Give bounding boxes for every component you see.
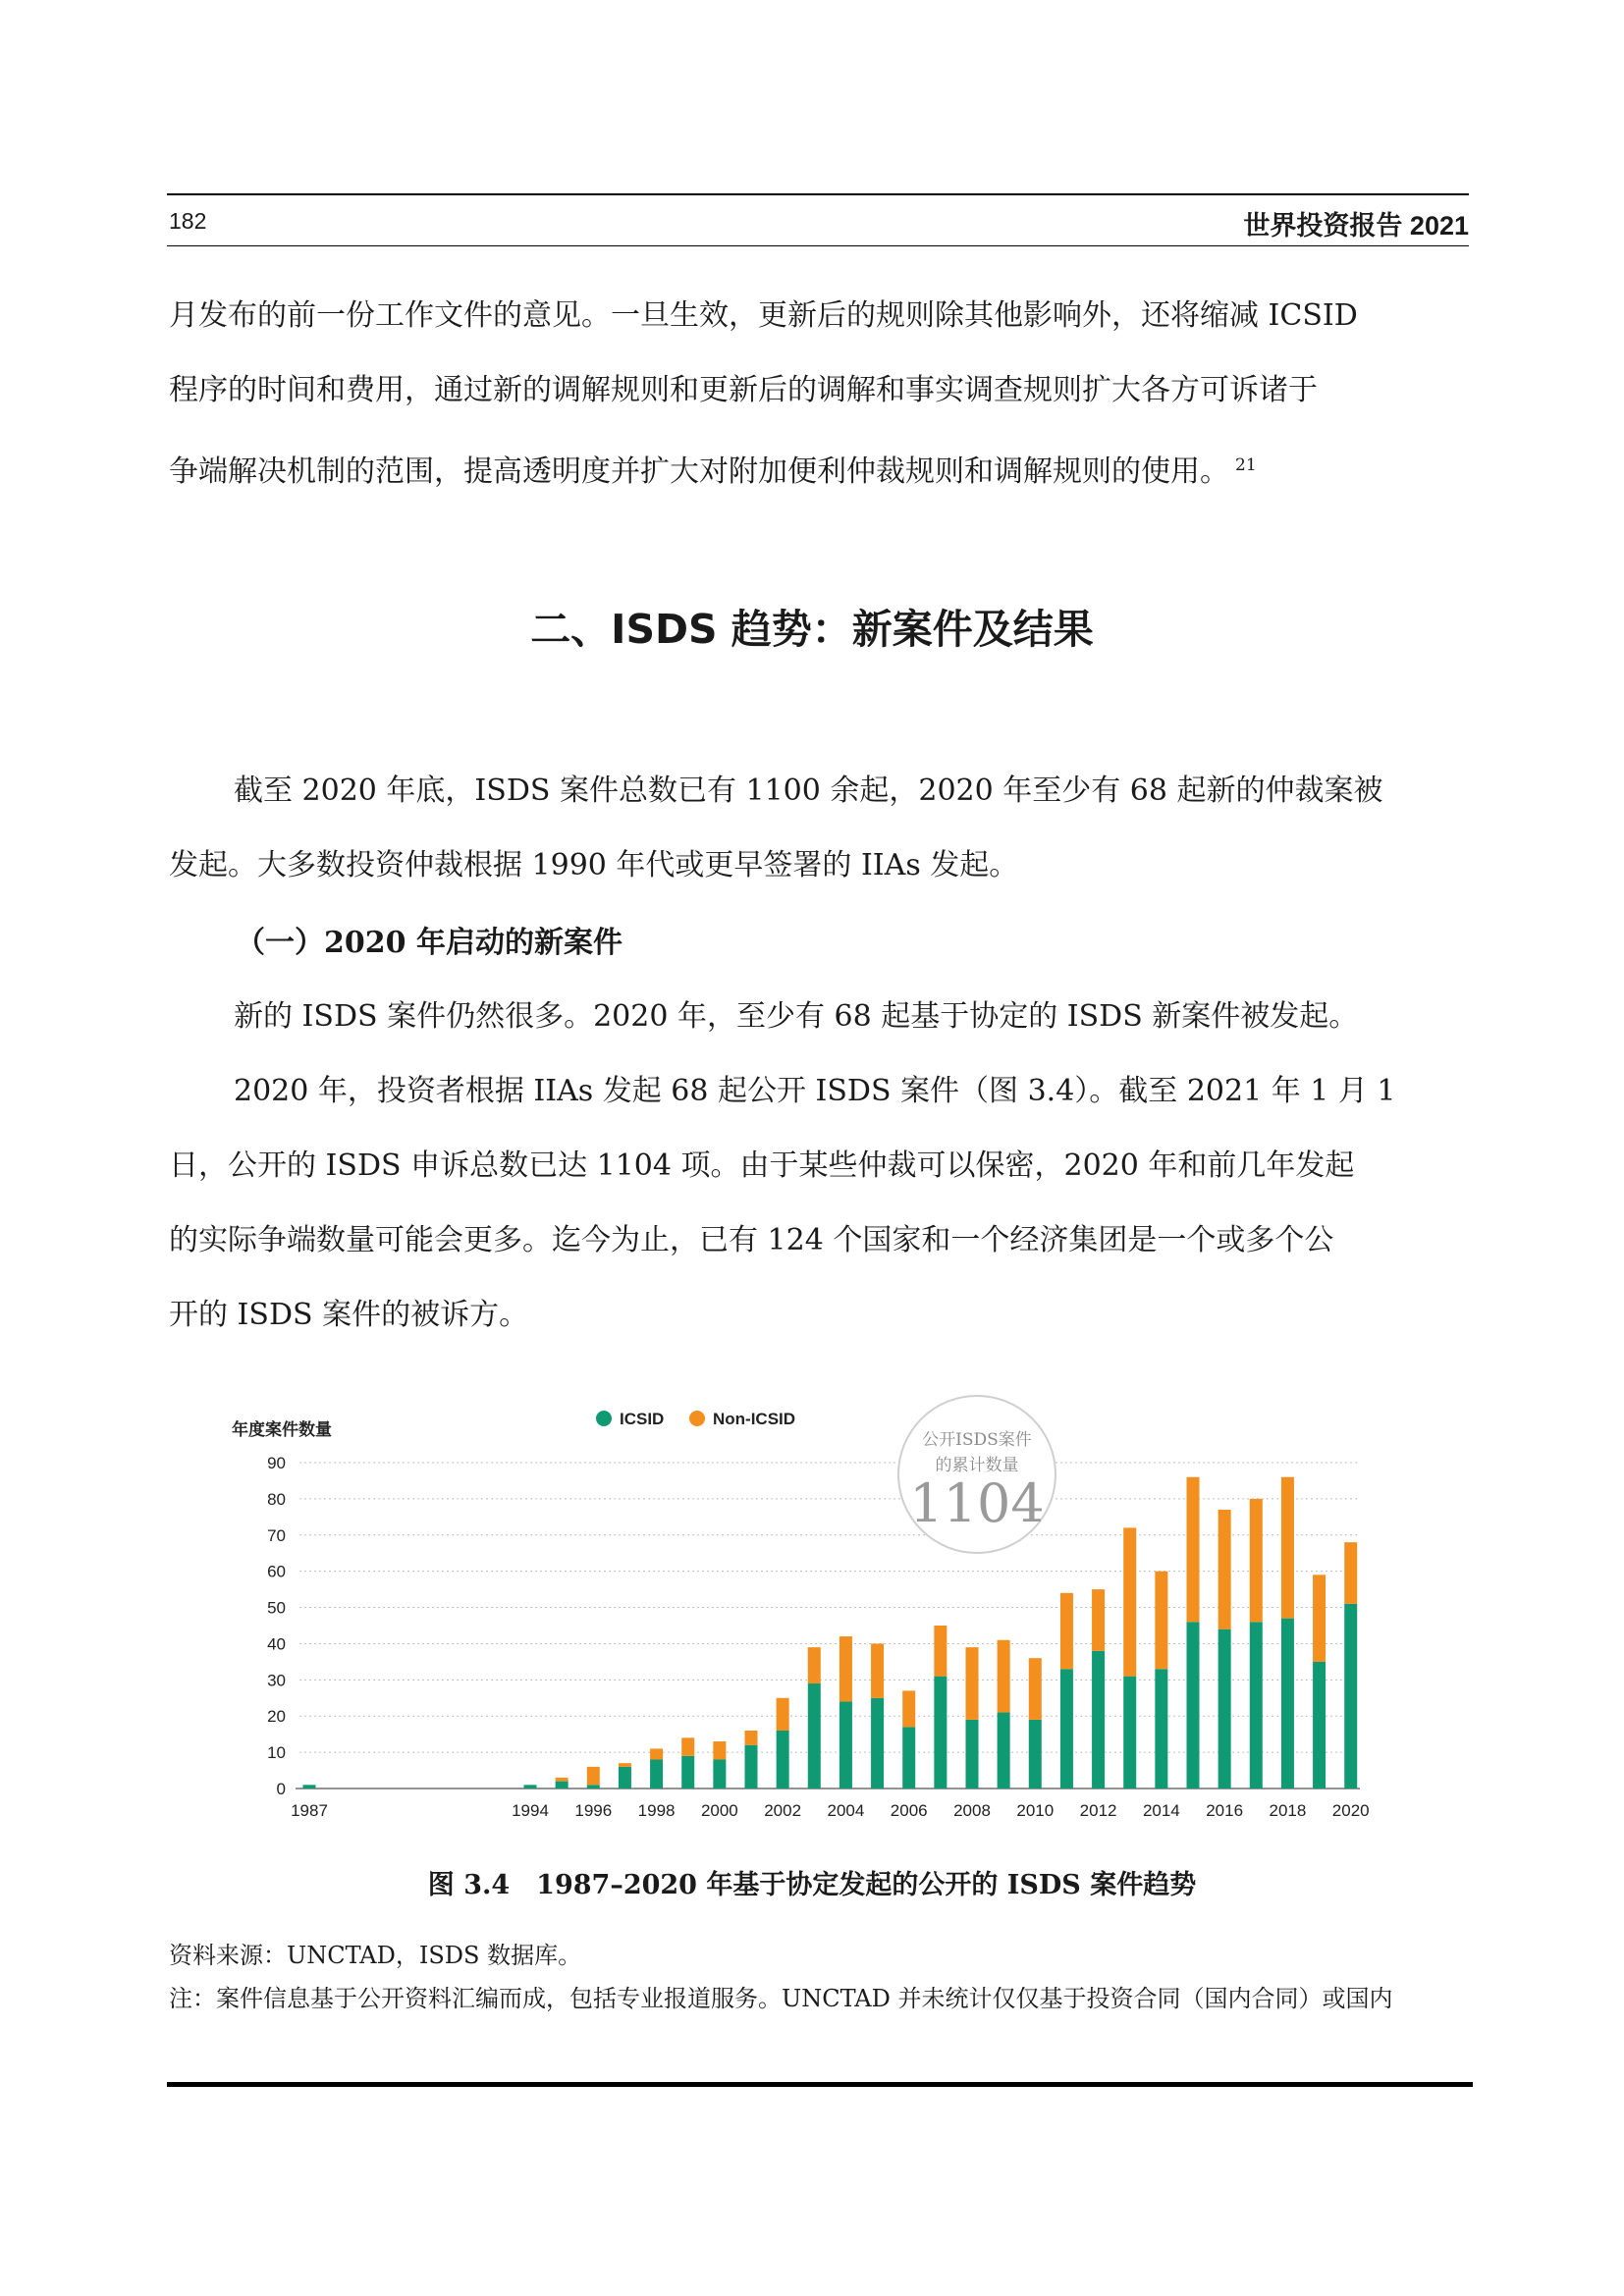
text-line: 的实际争端数量可能会更多。迄今为止，已有 124 个国家和一个经济集团是一个或多个公 <box>169 1223 1334 1257</box>
y-tick-label: 20 <box>267 1707 286 1727</box>
bar-icsid <box>681 1756 694 1789</box>
x-tick-label: 2018 <box>1269 1801 1307 1820</box>
text-line: 程序的时间和费用，通过新的调解规则和更新后的调解和事实调查规则扩大各方可诉诸于 <box>169 373 1318 407</box>
bar-icsid <box>303 1785 316 1789</box>
bar-non-icsid <box>1029 1658 1042 1720</box>
x-tick-label: 2006 <box>890 1801 928 1820</box>
bar-icsid <box>839 1701 852 1789</box>
text-line: 发起。大多数投资仲裁根据 1990 年代或更早签署的 IIAs 发起。 <box>169 848 1019 882</box>
y-tick-label: 10 <box>267 1743 286 1763</box>
x-tick-label: 2016 <box>1206 1801 1244 1820</box>
x-tick-label: 2004 <box>827 1801 865 1820</box>
bar-non-icsid <box>902 1690 915 1727</box>
bar-icsid <box>1155 1669 1167 1789</box>
badge-value: 1104 <box>909 1472 1045 1534</box>
bar-icsid <box>1123 1677 1136 1789</box>
bar-non-icsid <box>1155 1572 1167 1670</box>
y-tick-label: 70 <box>267 1525 286 1545</box>
bar-icsid <box>650 1759 663 1789</box>
bar-icsid <box>777 1731 789 1789</box>
bar-non-icsid <box>619 1763 631 1767</box>
y-tick-label: 50 <box>267 1598 286 1618</box>
legend-label: ICSID <box>620 1410 665 1428</box>
bar-non-icsid <box>1060 1593 1073 1669</box>
bar-non-icsid <box>1250 1499 1263 1622</box>
bar-icsid <box>1250 1622 1263 1789</box>
header-top-rule <box>167 193 1469 195</box>
y-axis-title: 年度案件数量 <box>232 1420 332 1440</box>
footer-rule <box>167 2082 1473 2087</box>
bar-icsid <box>1029 1720 1042 1789</box>
bar-icsid <box>808 1683 821 1789</box>
x-tick-label: 2002 <box>764 1801 802 1820</box>
bar-non-icsid <box>1281 1477 1294 1619</box>
text-line <box>169 428 1471 509</box>
x-tick-label: 2000 <box>700 1801 738 1820</box>
text-line: 新的 ISDS 案件仍然很多。2020 年，至少有 68 起基于协定的 ISDS 新案件被发起。 <box>234 999 1359 1034</box>
header-bottom-rule <box>167 245 1469 246</box>
bar-icsid <box>619 1767 631 1789</box>
x-tick-label: 1994 <box>512 1801 549 1820</box>
bar-icsid <box>871 1698 884 1789</box>
x-tick-label: 2020 <box>1331 1801 1370 1820</box>
x-tick-label: 1996 <box>574 1801 613 1820</box>
bar-non-icsid <box>966 1647 979 1720</box>
x-tick-label: 1998 <box>637 1801 676 1820</box>
bar-non-icsid <box>1344 1542 1357 1604</box>
source-note: 资料来源：UNCTAD，ISDS 数据库。 <box>169 1942 582 1969</box>
x-tick-label: 2014 <box>1142 1801 1180 1820</box>
bar-non-icsid <box>745 1731 758 1745</box>
bar-non-icsid <box>556 1778 568 1782</box>
bar-icsid <box>966 1720 979 1789</box>
bar-icsid <box>556 1782 568 1789</box>
bar-icsid <box>1060 1669 1073 1789</box>
y-tick-label: 90 <box>267 1454 286 1472</box>
x-tick-label: 1987 <box>291 1801 328 1820</box>
bar-non-icsid <box>998 1640 1010 1713</box>
bar-non-icsid <box>1218 1510 1231 1629</box>
paragraph-3 <box>169 1054 1471 1353</box>
chart-svg <box>216 1374 1375 1836</box>
bar-non-icsid <box>681 1737 694 1755</box>
bar-icsid <box>1281 1619 1294 1789</box>
y-tick-label: 0 <box>276 1780 286 1798</box>
bar-icsid <box>1092 1651 1105 1789</box>
isds-cases-chart <box>216 1374 1375 1836</box>
x-tick-label: 2010 <box>1016 1801 1055 1820</box>
x-tick-label: 2008 <box>953 1801 991 1820</box>
legend-swatch <box>596 1411 612 1426</box>
bar-icsid <box>524 1785 537 1789</box>
text-line-content: 争端解决机制的范围，提高透明度并扩大对附加便利仲裁规则和调解规则的使用。 <box>169 454 1229 489</box>
badge-line1: 公开ISDS案件 <box>922 1430 1032 1450</box>
bar-icsid <box>1218 1629 1231 1789</box>
y-tick-label: 30 <box>267 1671 286 1690</box>
legend-swatch <box>689 1411 705 1426</box>
bar-non-icsid <box>1092 1589 1105 1651</box>
x-tick-label: 2012 <box>1079 1801 1117 1820</box>
footnote-note: 注：案件信息基于公开资料汇编而成，包括专业报道服务。UNCTAD 并未统计仅仅基于投资合同（国内合同）或国内 <box>169 1985 1393 2012</box>
subheading: （一）2020 年启动的新案件 <box>236 926 623 960</box>
bar-icsid <box>713 1759 726 1789</box>
intro-paragraph <box>169 279 1471 509</box>
running-title: 世界投资报告 2021 <box>1243 211 1469 240</box>
bar-icsid <box>1344 1604 1357 1789</box>
bar-non-icsid <box>808 1647 821 1683</box>
bar-non-icsid <box>934 1626 947 1677</box>
bar-icsid <box>1187 1622 1200 1789</box>
bar-icsid <box>587 1785 600 1789</box>
y-tick-label: 40 <box>267 1634 286 1654</box>
bar-non-icsid <box>713 1741 726 1759</box>
text-line: 月发布的前一份工作文件的意见。一旦生效，更新后的规则除其他影响外，还将缩减 ICSID <box>169 298 1358 333</box>
bar-icsid <box>934 1677 947 1789</box>
bar-non-icsid <box>1313 1575 1326 1662</box>
text-line: 日，公开的 ISDS 申诉总数已达 1104 项。由于某些仲裁可以保密，2020 年和前几年发起 <box>169 1148 1355 1183</box>
bar-icsid <box>745 1745 758 1789</box>
text-line: 截至 2020 年底，ISDS 案件总数已有 1100 余起，2020 年至少有 68 起新的仲裁案被 <box>234 774 1383 808</box>
bar-non-icsid <box>839 1636 852 1701</box>
bar-icsid <box>1313 1662 1326 1789</box>
text-line: 2020 年，投资者根据 IIAs 发起 68 起公开 ISDS 案件（图 3.4）。截至 2021 年 1 月 1 <box>234 1074 1396 1108</box>
y-tick-label: 60 <box>267 1562 286 1581</box>
figure-caption: 图 3.4 1987–2020 年基于协定发起的公开的 ISDS 案件趋势 <box>427 1870 1197 1900</box>
bar-non-icsid <box>587 1767 600 1785</box>
section-heading: 二、ISDS 趋势：新案件及结果 <box>530 606 1094 653</box>
paragraph-2 <box>169 980 1471 1054</box>
bar-non-icsid <box>1187 1477 1200 1623</box>
paragraph-1 <box>169 754 1471 903</box>
bar-icsid <box>998 1713 1010 1789</box>
bar-icsid <box>902 1727 915 1789</box>
page-number: 182 <box>169 208 207 234</box>
bar-non-icsid <box>777 1698 789 1731</box>
footnote-ref[interactable]: 21 <box>1235 455 1257 475</box>
bar-non-icsid <box>650 1748 663 1759</box>
bar-non-icsid <box>871 1643 884 1697</box>
badge-line2: 的累计数量 <box>935 1456 1019 1475</box>
text-line: 开的 ISDS 案件的被诉方。 <box>169 1298 529 1332</box>
legend-label: Non-ICSID <box>713 1410 796 1428</box>
y-tick-label: 80 <box>267 1489 286 1509</box>
bar-non-icsid <box>1123 1527 1136 1676</box>
